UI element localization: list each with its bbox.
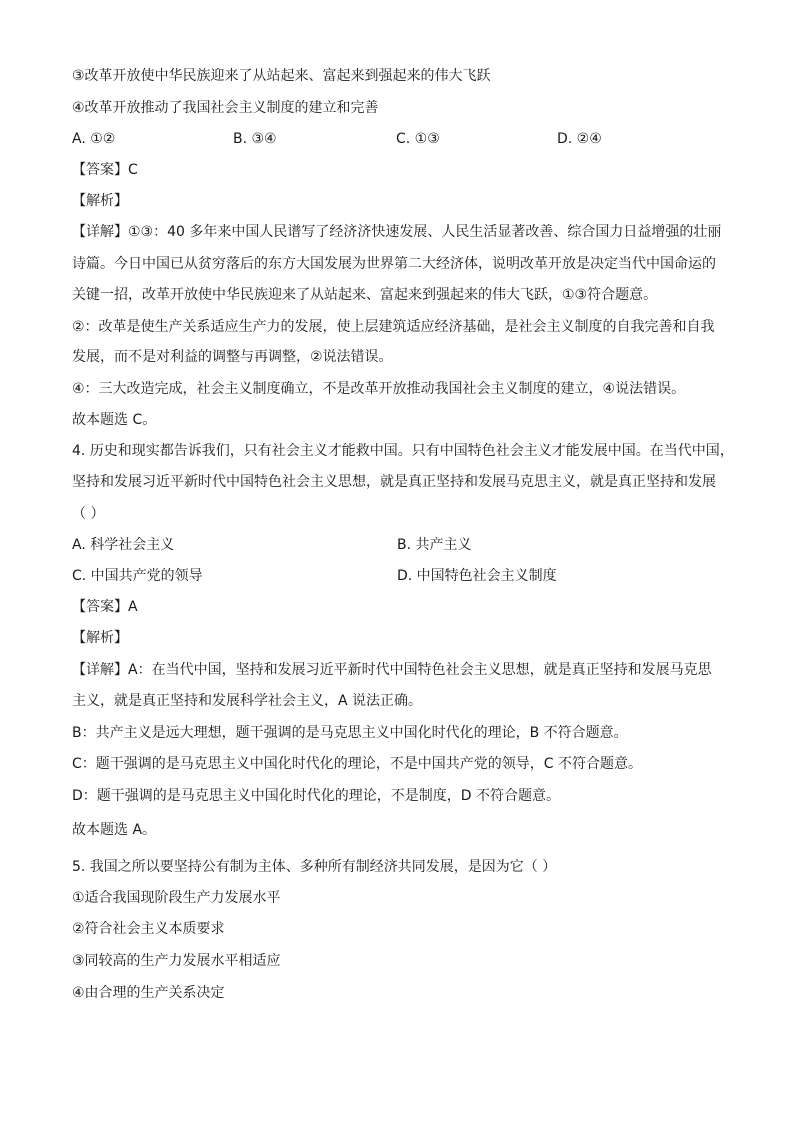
q4-stem-line: 坚持和发展习近平新时代中国特色社会主义思想，就是真正坚持和发展马克思主义，就是真正坚持和发展 [72, 474, 716, 490]
q4-option-d: D. 中国特色社会主义制度 [397, 568, 557, 584]
q3-option-d: D. ②④ [557, 131, 602, 147]
q4-detail-line: D：题干强调的是马克思主义中国化时代化的理论，不是制度，D 不符合题意。 [72, 788, 561, 804]
q4-answer [72, 597, 138, 617]
q3-detail-line [72, 222, 721, 242]
q4-detail-line [72, 660, 712, 680]
q5-stem: 5. 我国之所以要坚持公有制为主体、多种所有制经济共同发展，是因为它（ ） [72, 859, 557, 875]
answer-value: A [128, 599, 138, 615]
q3-statement-4: ④改革开放推动了我国社会主义制度的建立和完善 [72, 100, 379, 116]
q5-statement-3: ③同较高的生产力发展水平相适应 [72, 953, 281, 969]
q4-analysis-tag: 【解析】 [72, 630, 128, 646]
q4-option-c: C. 中国共产党的领导 [72, 568, 203, 584]
q5-statement-4: ④由合理的生产关系决定 [72, 985, 225, 1001]
q3-detail-line: 发展，而不是对利益的调整与再调整，②说法错误。 [72, 349, 393, 365]
q5-statement-1: ①适合我国现阶段生产力发展水平 [72, 890, 281, 906]
detail-text: A：在当代中国，坚持和发展习近平新时代中国特色社会主义思想，就是真正坚持和发展马克思 [128, 662, 712, 678]
q3-statement-3: ③改革开放使中华民族迎来了从站起来、富起来到强起来的伟大飞跃 [72, 68, 491, 84]
q4-conclusion: 故本题选 A。 [72, 822, 157, 838]
q4-detail-line: B：共产主义是远大理想，题干强调的是马克思主义中国化时代化的理论，B 不符合题意。 [72, 725, 628, 741]
detail-text: ①③：40 多年来中国人民谱写了经济济快速发展、人民生活显著改善、综合国力日益增强的壮丽 [128, 224, 722, 240]
detail-tag: 【详解】 [72, 662, 128, 678]
q3-option-a: A. ①② [72, 131, 116, 147]
q3-detail-line: ②：改革是使生产关系适应生产力的发展，使上层建筑适应经济基础，是社会主义制度的自我完善和自我 [72, 319, 715, 335]
q3-answer [72, 160, 138, 180]
answer-tag: 【答案】 [72, 162, 128, 178]
q4-detail-line: 主义，就是真正坚持和发展科学社会主义，A 说法正确。 [72, 693, 423, 709]
q4-option-b: B. 共产主义 [397, 537, 472, 553]
q3-option-c: C. ①③ [396, 131, 440, 147]
q3-detail-line: ④：三大改造完成，社会主义制度确立，不是改革开放推动我国社会主义制度的建立，④说法错误。 [72, 381, 686, 397]
q3-detail-line: 关键一招，改革开放使中华民族迎来了从站起来、富起来到强起来的伟大飞跃，①③符合题意。 [72, 287, 658, 303]
q4-detail-line: C：题干强调的是马克思主义中国化时代化的理论，不是中国共产党的领导，C 不符合题意。 [72, 756, 642, 772]
q3-option-b: B. ③④ [233, 131, 277, 147]
q5-statement-2: ②符合社会主义本质要求 [72, 921, 225, 937]
q3-detail-line: 诗篇。今日中国已从贫穷落后的东方大国发展为世界第二大经济体，说明改革开放是决定当代中国命运的 [72, 256, 716, 272]
q4-stem-blank: （ ） [72, 506, 105, 522]
answer-tag: 【答案】 [72, 599, 128, 615]
q4-stem-line: 4. 历史和现实都告诉我们，只有社会主义才能救中国。只有中国特色社会主义才能发展中国。在当代中国， [72, 443, 734, 459]
q3-analysis-tag: 【解析】 [72, 193, 128, 209]
answer-value: C [128, 162, 138, 178]
detail-tag: 【详解】 [72, 224, 128, 240]
q4-option-a: A. 科学社会主义 [72, 537, 175, 553]
q3-conclusion: 故本题选 C。 [72, 412, 157, 428]
